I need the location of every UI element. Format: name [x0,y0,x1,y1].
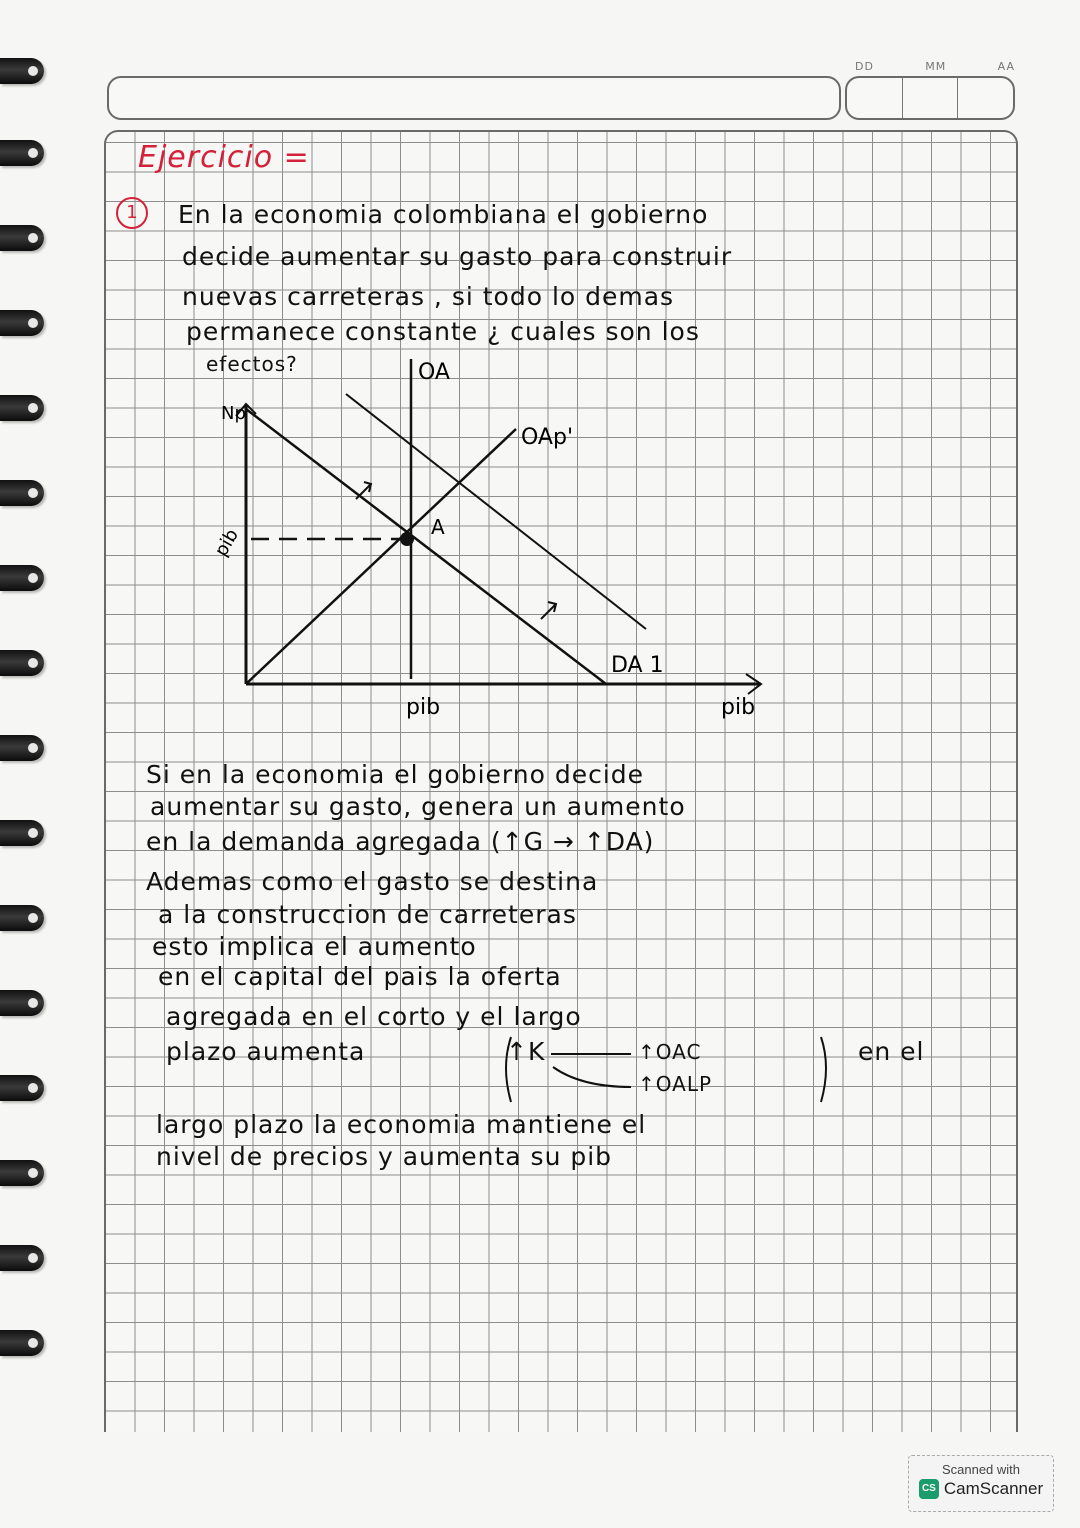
title-box [107,76,841,120]
date-cell-year [957,78,1013,118]
camscanner-brand: CamScanner [943,1479,1044,1498]
answer-line: en el capital del pais la oferta [158,962,562,991]
x-axis-label: pib [721,695,756,720]
answer-line: plazo aumenta [166,1037,366,1066]
question-number: 1 [116,197,148,229]
spiral-ring [0,1160,44,1186]
answer-line: en la demanda agregada (↑G → ↑DA) [146,827,655,856]
exercise-heading: Ejercicio = [138,140,310,175]
date-label-year: AA [997,60,1015,73]
point-a-label: A [431,515,445,539]
answer-line: aumentar su gasto, genera un aumento [150,792,686,821]
question-line: permanece constante ¿ cuales son los [186,317,700,346]
bracket-source: ↑K [506,1037,546,1066]
spiral-ring [0,395,44,421]
spiral-ring [0,905,44,931]
spiral-ring [0,140,44,166]
spiral-ring [0,735,44,761]
spiral-ring [0,58,44,84]
question-line: efectos? [206,352,298,376]
y-tick-label: pib [210,525,243,561]
question-line: decide aumentar su gasto para construir [182,242,733,271]
answer-line: esto implica el aumento [152,932,477,961]
label-da1: DA 1 [611,653,664,678]
x-tick-label: pib [406,695,441,720]
spiral-ring [0,1330,44,1356]
label-oap: OAp' [521,425,573,450]
spiral-ring [0,1245,44,1271]
spiral-ring [0,225,44,251]
camscanner-logo-icon: CS [919,1479,939,1499]
question-line: nuevas carreteras , si todo lo demas [182,282,675,311]
answer-line: Si en la economia el gobierno decide [146,760,645,789]
answer-line: largo plazo la economia mantiene el [156,1110,647,1139]
question-line: En la economia colombiana el gobierno [178,200,709,229]
spiral-ring [0,990,44,1016]
spiral-ring [0,1075,44,1101]
date-cell-month [902,78,958,118]
bracket-target-oalp: ↑OALP [638,1072,713,1096]
answer-line: nivel de precios y aumenta su pib [156,1142,613,1171]
spiral-ring [0,820,44,846]
answer-line: en el [858,1037,925,1066]
spiral-ring [0,565,44,591]
spiral-ring [0,310,44,336]
spiral-ring [0,650,44,676]
date-labels [855,60,1015,73]
label-oa: OA [418,360,450,385]
answer-line: a la construccion de carreteras [158,900,577,929]
y-axis-label: Np [221,403,246,424]
watermark-caption: Scanned with [941,1462,1021,1477]
answer-line: agregada en el corto y el largo [166,1002,582,1031]
grid-page [104,130,1018,1432]
bracket-target-oac: ↑OAC [638,1040,702,1064]
camscanner-watermark [908,1455,1054,1512]
date-label-month: MM [925,60,947,73]
date-label-day: DD [855,60,874,73]
spiral-ring [0,480,44,506]
ad-as-diagram [186,354,786,734]
spiral-binding [0,40,60,1420]
date-cell-day [847,78,902,118]
date-box [845,76,1015,120]
answer-line: Ademas como el gasto se destina [146,867,599,896]
